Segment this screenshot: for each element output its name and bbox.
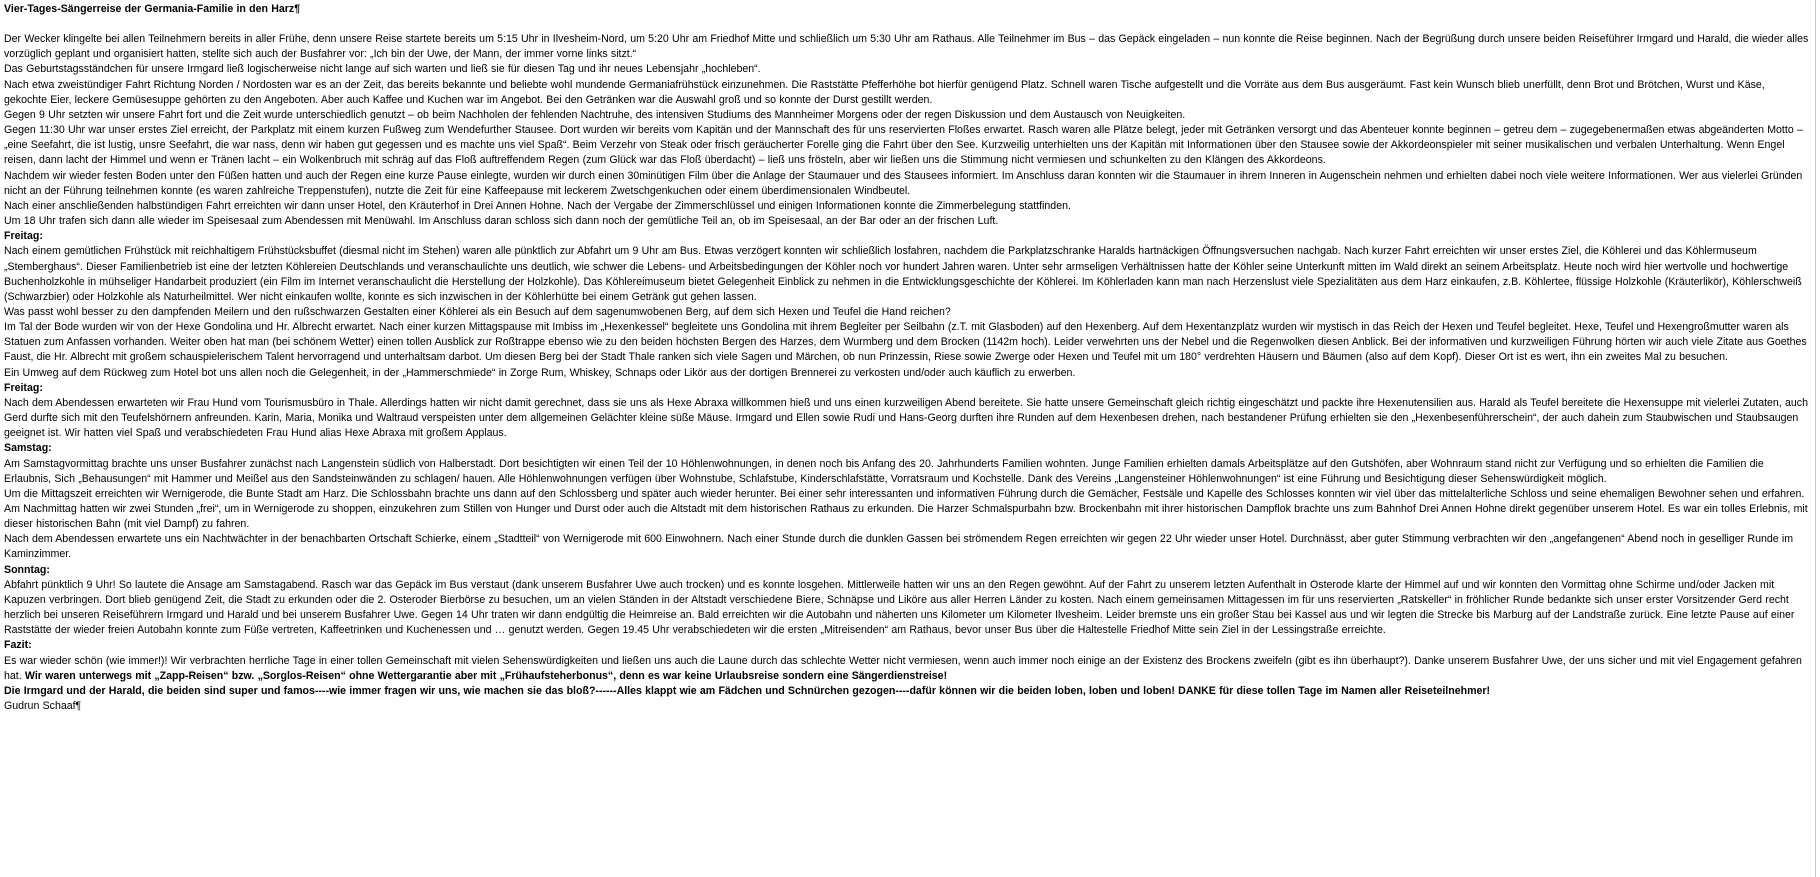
body-paragraph: Nach dem Abendessen erwartete uns ein Nachtwächter in der benachbarten Ortschaft Schierke, einem „Stadtteil“ von Wernigerode mit 600 Einwohnern. Nach einer Stunde durch die dunklen Gassen bei strömendem Regen erreichten wir gegen 22 Uhr wieder unser Hotel. Durchnässt, aber guter Stimmung verbrachten wir den „angefangenen“ Abend noch in geselliger Runde im Kaminzimmer.: [4, 533, 1794, 561]
body-paragraph: Im Tal der Bode wurden wir von der Hexe Gondolina und Hr. Albrecht erwartet. Nach einer kurzen Mittagspause mit Imbiss im „Hexenkessel“ begleitete uns Gondolina mit ihrem Begleiter per Seilbahn (z.T. mit Glasboden) auf den Hexenberg. Auf dem Hexentanzplatz wurden wir mystisch in das Reich der Hexen und Teufel begleitet. Hexe, Teufel und Hexengroßmutter waren als Statuen zum Anfassen vorhanden. Weiter oben hat man (bei schönem Wetter) einen tollen Ausblick zur Roßtrappe ebenso wie zu den beiden höchsten Bergen des Harzes, dem Wurmberg und dem Brocken (1142m hoch). Leider verwehrten uns der Nebel und die Regenwolken diesen Anblick. Bei der informativen und kurzweiligen Führung hörten wir auch viele Zitate aus Goethes Faust, die Hr. Albrecht mit großem schauspielerischem Talent hervorragend und unterhaltsam darbot. Um diesen Berg bei der Stadt Thale ranken sich viele Sagen und Märchen, ob nun Prinzessin, Riese sowie Zwerge oder Hexen und Teufel mit um 180° verdrehten Häusern und Bäumen (also auf dem Kopf). Dieser Ort ist es wert, ihn ein zweites Mal zu besuchen.: [4, 321, 1807, 364]
body-paragraph: Der Wecker klingelte bei allen Teilnehmern bereits in aller Frühe, denn unsere Reise startete bereits um 5:15 Uhr in Ilvesheim-Nord, um 5:20 Uhr am Friedhof Mitte und schließlich um 5:30 Uhr am Rathaus. Alle Teilnehmer im Bus – das Gepäck eingeladen – nun konnte die Reise beginnen. Nach der Begrüßung durch unsere beiden Reiseführer Irmgard und Harald, die wieder alles vorzüglich geplant und organisiert hatten, stellte sich auch der Busfahrer vor: „Ich bin der Uwe, der Mann, der immer vorne links sitzt.“: [4, 33, 1809, 61]
body-paragraph: Ein Umweg auf dem Rückweg zum Hotel bot uns allen noch die Gelegenheit, in der „Hammerschmiede“ in Zorge Rum, Whiskey, Schnaps oder Likör aus der dortigen Brennerei zu verkosten und/oder auch käuflich zu erwerben.: [4, 366, 1076, 379]
body-paragraph: Am Samstagvormittag brachte uns unser Busfahrer zunächst nach Langenstein südlich von Halberstadt. Dort besichtigten wir einen Teil der 10 Höhlenwohnungen, in denen noch bis Anfang des 20. Jahrhunderts Familien wohnten. Junge Familien erhielten damals Arbeitsplätze auf den Gutshöfen, aber Wohnraum stand nicht zur Verfügung und so erhielten die Familien die Erlaubnis, Sich „Behausungen“ mit Hammer und Meißel aus den Sandsteinwänden zu schlagen/ hauen. Alle Höhlenwohnungen verfügen über Wohnstube, Schlafstube, Kinderschlafstätte, Vorratsraum und Kochstelle. Dank des Vereins „Langensteiner Höhlenwohnungen“ ist eine Führung und Besichtigung dieser Sehenswürdigkeit möglich.: [4, 457, 1764, 485]
body-paragraph: Nachdem wir wieder festen Boden unter den Füßen hatten und auch der Regen eine kurze Pause einlegte, wurden wir durch einen 30minütigen Film über die Anlage der Staumauer und des Stausees informiert. Im Anschluss daran konnten wir die Staumauer in ihrem Inneren in Augenschein nehmen und erhielten dabei noch viele weitere Informationen. Wer aus vielerlei Gründen nicht an der Führung teilnehmen konnte (es waren zahlreiche Treppenstufen), nutzte die Zeit für eine Kaffeepause mit leckerem Zwetschgenkuchen oder einem überdimensionalen Windbeutel.: [4, 169, 1803, 197]
body-paragraph: Was passt wohl besser zu den dampfenden Meilern und den rußschwarzen Gestalten einer Köhlerei als ein Besuch auf dem sagenumwobenen Berg, auf dem sich Hexen und Teufel die Hand reichen?: [4, 305, 951, 318]
body-paragraph: [4, 654, 1809, 684]
body-paragraph: Das Geburtstagsständchen für unsere Irmgard ließ logischerweise nicht lange auf sich warten und ließ sie für diesen Tag und ihr neues Lebensjahr „hochleben“.: [4, 63, 761, 76]
body-paragraph: Um die Mittagszeit erreichten wir Wernigerode, die Bunte Stadt am Harz. Die Schlossbahn brachte uns dann auf den Schlossberg und später auch wieder herunter. Bei einer sehr interessanten und informativen Führung durch die Gemächer, Festsäle und Kapelle des Schlosses konnten wir viel über das mittelalterliche Schloss und seine ehemaligen Bewohner sehen und erfahren. Am Nachmittag hatten wir zwei Stunden „frei“, um in Wernigerode zu shoppen, einzukehren zum Stillen von Hunger und Durst oder auch die Altstadt mit dem historischen Rathaus zu erkunden. Die Harzer Schmalspurbahn bzw. Brockenbahn mit ihrer historischen Dampflok brachte uns zum Bahnhof Drei Annen Hohne direkt gegenüber unserem Hotel. Es war ein tolles Erlebnis, mit dieser historischen Bahn (mit viel Dampf) zu fahren.: [4, 487, 1808, 531]
paragraph-text: Es war wieder schön (wie immer!)! Wir verbrachten herrliche Tage in einer tollen Gemeinschaft mit vielen Sehenswürdigkeiten und ließen uns auch die Laune durch das schlechte Wetter nicht vermiesen, wenn auch immer noch einige an der Existenz des Brockens zweifeln (gibt es ihn überhaupt?). Danke unserem Busfahrer Uwe, der uns sicher und mit viel Engagement gefahren hat.: [4, 654, 1802, 682]
body-paragraph: Nach einer anschließenden halbstündigen Fahrt erreichten wir dann unser Hotel, den Kräuterhof in Drei Annen Hohne. Nach der Vergabe der Zimmerschlüssel und einigen Informationen konnte die Zimmerbelegung stattfinden.: [4, 199, 1071, 212]
section-heading: Samstag:: [4, 442, 52, 455]
empty-paragraph: [4, 17, 1809, 32]
section-heading: Freitag:: [4, 381, 43, 394]
body-paragraph: Gegen 9 Uhr setzten wir unsere Fahrt fort und die Zeit wurde unterschiedlich genutzt – ob beim Nachholen der fehlenden Nachtruhe, des intensiven Studiums des Mannheimer Morgens oder der regen Diskussion und dem Austausch von Neuigkeiten.: [4, 108, 1186, 121]
section-heading: Die Irmgard und der Harald, die beiden sind super und famos----wie immer fragen wir uns, wie machen sie das bloß?------Alles klappt wie am Fädchen und Schnürchen gezogen----dafür können wir die beiden loben, loben und loben! DANKE für diese tollen Tage im Namen aller Reiseteilnehmer!: [4, 684, 1491, 697]
body-paragraph: Nach einem gemütlichen Frühstück mit reichhaltigem Frühstücksbuffet (diesmal nicht im Stehen) waren alle pünktlich zur Abfahrt um 9 Uhr am Bus. Etwas verzögert konnten wir schließlich losfahren, nachdem die Parkplatzschranke Haralds hartnäckigen Öffnungsversuchen nachgab. Nach kurzer Fahrt erreichten wir unser erstes Ziel, die Köhlerei und das Köhlermuseum „Stemberghaus“. Dieser Familienbetrieb ist eine der letzten Köhlereien Deutschlands und veranschaulichte uns deutlich, wie schwer die Lebens- und Arbeitsbedingungen der Köhler noch vor hundert Jahren waren. Unter sehr armseligen Verhältnissen hatte der Köhler seine Unterkunft mitten im Wald direkt an seinem Arbeitsplatz. Heute noch wird hier wertvolle und hochwertige Buchenholzkohle in mühseliger Handarbeit produziert (ein Film im Internet veranschaulicht die Herstellung der Holzkohle). Das Köhlereimuseum bietet Gelegenheit Einblick zu nehmen in die Entwicklungsgeschichte der Köhlerei. Im Köhlerladen kann man nach Herzenslust viele Spezialitäten aus dem Harz einkaufen, z.B. Köhlertee, flüssige Holzkohle (Kräuterlikör), Köhlerschweiß (Schwarzbier) oder Holzkohle als Naturheilmittel. Wer nicht einkaufen wollte, konnte es sich inzwischen in der Köhlerhütte bei einem Getränk gut gehen lassen.: [4, 245, 1802, 303]
section-heading: Sonntag:: [4, 563, 50, 576]
section-heading: Fazit:: [4, 639, 32, 652]
body-paragraph: Nach etwa zweistündiger Fahrt Richtung Norden / Nordosten war es an der Zeit, das bereits bekannte und beliebte wohl mundende Germaniafrühstück einzunehmen. Die Raststätte Pfefferhöhe bot hierfür genügend Platz. Schnell waren Tische aufgestellt und die Vorräte aus dem Bus ausgeräumt. Fast kein Wunsch blieb unerfüllt, denn Brot und Brötchen, Wurst und Käse, gekochte Eier, leckere Gemüsesuppe gehörten zu den Angeboten. Aber auch Kaffee und Kuchen war im Angebot. Bei den Getränken war die Auswahl groß und so konnte der Durst gestillt werden.: [4, 78, 1765, 106]
body-paragraph: Gegen 11:30 Uhr war unser erstes Ziel erreicht, der Parkplatz mit einem kurzen Fußweg zum Wendefurther Stausee. Dort wurden wir bereits vom Kapitän und der Mannschaft des für uns reservierten Floßes erwartet. Rasch waren alle Plätze belegt, jeder mit Getränken versorgt und das Abenteuer konnte beginnen – getreu dem – zugegebenermaßen etwas abgeänderten Motto – „eine Seefahrt, die ist lustig, unsre Seefahrt, die war nass, denn wir haben gut gegessen und es machte uns viel Spaß“. Beim Verzehr von Steak oder frisch geräucherter Forelle ging die Fahrt über den See. Kurzweilig unterhielten uns der Kapitän mit Informationen über den Stausee sowie der Akkordeonspieler mit seiner musikalischen und verbalen Unterhaltung. Wenn Engel reisen, dann lacht der Himmel und wenn er Tränen lacht – ein Wolkenbruch mit schräg auf das Floß auftreffendem Regen (zum Glück war das Floß überdacht) – ließ uns frösteln, aber wir ließen uns die Stimmung nicht vermiesen und schunkelten zu den Klängen des Akkordeons.: [4, 124, 1803, 167]
body-paragraph: Gudrun Schaaf¶: [4, 700, 82, 713]
page-edge: [1815, 0, 1816, 877]
document-body: [4, 2, 1809, 714]
body-paragraph: Abfahrt pünktlich 9 Uhr! So lautete die Ansage am Samstagabend. Rasch war das Gepäck im Bus verstaut (dank unserem Busfahrer Uwe auch trocken) und es konnte losgehen. Mittlerweile hatten wir uns an den Regen gewöhnt. Auf der Fahrt zu unserem letzten Aufenthalt in Osterode klarte der Himmel auf und wir konnten den Vormittag ohne Schirme und/oder Jacken mit Kapuzen verbringen. Dort blieb genügend Zeit, die Stadt zu erkunden oder die 2. Osteroder Bierbörse zu besuchen, um an vielen Ständen in der Altstadt verschiedene Biere, Schnäpse und Liköre aus aller Herren Länder zu kosten. Nach einem gemeinsamen Mittagessen im für uns reservierten „Ratskeller“ in fröhlicher Runde bedankte sich unser erster Vorsitzender Gerd recht herzlich bei unseren Reiseführern Irmgard und Harald und bei unserem Busfahrer Uwe. Gegen 14 Uhr traten wir dann endgültig die Heimreise an. Bald erreichten wir die Autobahn und näherten uns Kilometer um Kilometer Ilvesheim. Leider bremste uns ein großer Stau bei Kassel aus und wir legten die Strecke bis Marburg auf der Landstraße zurück. Eine letzte Pause auf einer Raststätte der wieder freien Autobahn konnte zum Füße vertreten, Kaffeetrinken und Kuchenessen und … genutzt werden. Gegen 19.45 Uhr verabschiedeten wir die ersten „Mitreisenden“ am Rathaus, bevor unser Bus über die Haltestelle Friedhof Mitte sein Ziel in der Lessingstraße erreichte.: [4, 578, 1795, 637]
body-paragraph: Um 18 Uhr trafen sich dann alle wieder im Speisesaal zum Abendessen mit Menüwahl. Im Anschluss daran schloss sich dann noch der gemütliche Teil an, ob im Speisesaal, an der Bar oder an der frischen Luft.: [4, 215, 999, 228]
document-title: Vier-Tages-Sängerreise der Germania-Familie in den Harz¶: [4, 3, 301, 15]
body-paragraph: Nach dem Abendessen erwarteten wir Frau Hund vom Tourismusbüro in Thale. Allerdings hatten wir nicht damit gerechnet, dass sie uns als Hexe Abraxa willkommen hieß und uns einen kurzweiligen Abend bereitete. Sie hatte unsere Gemeinschaft gleich richtig eingeschätzt und packte ihre Hexenutensilien aus. Harald als Teufel bereitete die Hexensuppe mit vielerlei Zutaten, auch Gerd durfte sich mit den Teufelshörnern anfreunden. Karin, Maria, Monika und Waltraud verspeisten unter dem allgemeinen Gelächter kleine süße Mäuse. Irmgard und Ellen sowie Rudi und Hans-Georg durften ihre Runden auf dem Hexenbesen drehen, nach bestandener Prüfung erhielten sie den „Hexenbesenführerschein“, der auch dahein zum Staubwischen und Staubsaugen geeignet ist. Wir hatten viel Spaß und verabschiedeten Frau Hund alias Hexe Abraxa mit großem Applaus.: [4, 396, 1808, 440]
section-heading: Freitag:: [4, 230, 43, 243]
paragraph-bold-text: Wir waren unterwegs mit „Zapp-Reisen“ bzw. „Sorglos-Reisen“ ohne Wettergarantie aber mit „Frühaufsteherbonus“, denn es war keine Urlaubsreise sondern eine Sängerdienstreise!: [24, 669, 948, 682]
